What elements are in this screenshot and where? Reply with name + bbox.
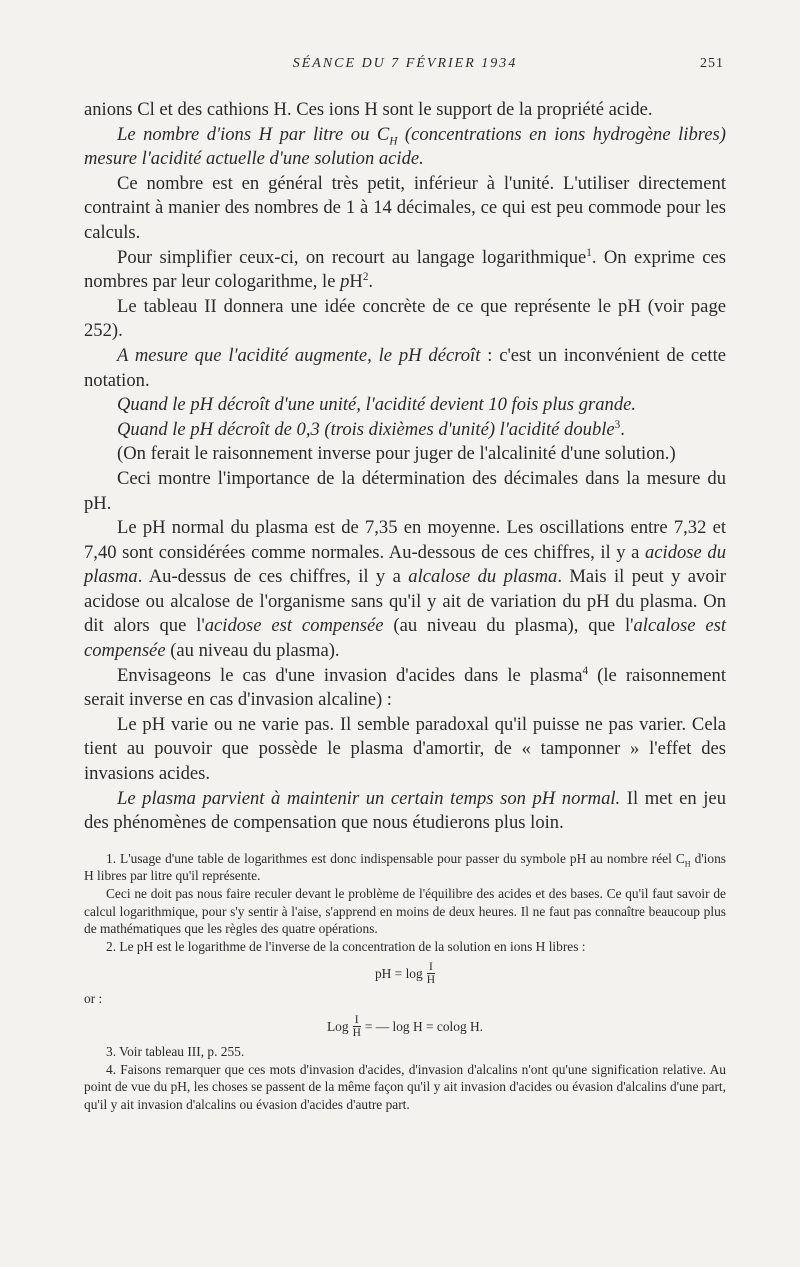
- formula-ph: [84, 961, 726, 986]
- text-span: .: [620, 418, 625, 440]
- footnote-ref: 2: [362, 270, 369, 283]
- denominator: H: [426, 974, 436, 987]
- footnote: 2. Le pH est le logarithme de l'inverse de la concentration de la solution en ions H libres :: [106, 938, 586, 954]
- text-span: . On exprime ces nombres par leur cologarithme, le: [84, 246, 726, 293]
- text-span: alcalose du plasma: [408, 566, 558, 588]
- page: [84, 56, 726, 1113]
- paragraph: [84, 246, 726, 295]
- text-span: acidose est compensée: [204, 615, 384, 637]
- text-span: Le plasma parvient à maintenir un certain temps son pH normal.: [117, 787, 621, 809]
- running-title: SÉANCE DU 7 FÉVRIER 1934: [292, 56, 518, 71]
- denominator: H: [352, 1026, 361, 1039]
- text-span: p: [340, 271, 350, 293]
- paragraph: [84, 123, 726, 172]
- text-span: acidose du plasma: [84, 541, 726, 588]
- body-text: [84, 98, 726, 836]
- paragraph: [84, 418, 726, 443]
- text-span: . Au-dessus de ces chiffres, il y a: [137, 566, 409, 588]
- numerator: I: [354, 1013, 359, 1026]
- fraction: [427, 961, 435, 986]
- footnote: [84, 850, 726, 885]
- paragraph: Quand le pH décroît d'une unité, l'acidité devient 10 fois plus grande.: [117, 394, 637, 416]
- paragraph: [84, 516, 726, 664]
- paragraph: Ce nombre est en général très petit, inférieur à l'unité. L'utiliser directement contraint à manier des nombres de 1 à 14 décimales, ce qui est peu commode pour les calculs.: [84, 172, 726, 243]
- footnotes: [84, 850, 726, 1114]
- numerator: I: [428, 961, 433, 974]
- page-number: 251: [700, 56, 724, 71]
- text-span: Quand le pH décroît de 0,3 (trois dixièmes d'unité) l'acidité double: [117, 418, 615, 440]
- text-span: Envisageons le cas d'une invasion d'acides dans le plasma: [117, 664, 583, 686]
- footnote-line: or :: [84, 991, 103, 1007]
- text-span: H: [349, 271, 363, 293]
- fraction: [353, 1014, 361, 1039]
- footnote: 4. Faisons remarquer que ces mots d'invasion d'acides, d'invasion d'alcalins n'ont qu'une signification relative. Au point de vue du pH, les choses se passent de la même façon qu'il y ait invasion d'acides ou évasion d'alcalins d'une part, qu'il y ait invasion d'alcalins ou évasion d'acides d'autre part.: [84, 1061, 726, 1112]
- text-span: alcalose est compensée: [84, 615, 726, 662]
- text-span: d'ions H libres par litre qu'il représente.: [84, 850, 726, 884]
- subscript: H: [389, 135, 398, 148]
- paragraph: (On ferait le raisonnement inverse pour juger de l'alcalinité d'une solution.): [117, 443, 676, 465]
- text-span: : c'est un inconvénient de cette notation.: [84, 344, 727, 391]
- paragraph: [84, 344, 726, 393]
- text-span: .: [368, 271, 374, 293]
- subscript: H: [684, 859, 691, 869]
- text-span: Pour simplifier ceux-ci, on recourt au langage logarithmique: [117, 246, 587, 268]
- footnote-ref: 1: [586, 246, 592, 259]
- formula-text: = — log H = colog H.: [364, 1018, 484, 1034]
- text-span: (au niveau du plasma), que l': [383, 615, 634, 637]
- text-span: A mesure que l'acidité augmente, le pH décroît: [117, 344, 481, 366]
- formula-text: Log: [326, 1018, 349, 1034]
- paragraph: Le pH varie ou ne varie pas. Il semble paradoxal qu'il puisse ne pas varier. Cela tient au pouvoir que possède le plasma d'amortir, de « tamponner » l'effet des invasions acides.: [84, 713, 726, 785]
- text-span: (au niveau du plasma).: [165, 640, 340, 662]
- text-span: Le nombre d'ions H par litre ou C: [117, 123, 390, 145]
- formula-text: pH = log: [374, 966, 423, 982]
- footnote: Ceci ne doit pas nous faire reculer devant le problème de l'équilibre des acides et des bases. Ce qu'il faut savoir de calcul logarithmique, pour s'y sentir à l'aise, s'apprend en moins de deux heures. Il ne faut pas connaître beaucoup plus de mathématiques que les règles des quatre opérations.: [84, 886, 726, 937]
- text-span: (le raisonnement serait inverse en cas d'invasion alcaline) :: [84, 664, 727, 711]
- footnote-ref: 4: [582, 664, 589, 677]
- text-span: Le pH normal du plasma est de 7,35 en moyenne. Les oscillations entre 7,32 et 7,40 sont considérées comme normales. Au-dessous de ces chiffres, il y a: [84, 517, 726, 563]
- paragraph: Ceci montre l'importance de la détermination des décimales dans la mesure du pH.: [84, 467, 726, 514]
- text-span: 1. L'usage d'une table de logarithmes est donc indispensable pour passer du symbole pH au nombre réel C: [106, 850, 685, 866]
- text-span: . Mais il peut y avoir acidose ou alcalose de l'organisme sans qu'il y ait de variation du pH du plasma. On dit alors que l': [84, 566, 727, 637]
- text-span: Il met en jeu des phénomènes de compensation que nous étudierons plus loin.: [84, 787, 726, 834]
- footnote-ref: 3: [614, 418, 621, 431]
- text-span: (concentrations en ions hydrogène libres) mesure l'acidité actuelle d'une solution acide.: [84, 123, 726, 170]
- paragraph: [84, 787, 726, 836]
- page-header: [84, 56, 726, 84]
- footnote: 3. Voir tableau III, p. 255.: [106, 1043, 245, 1059]
- paragraph: Le tableau II donnera une idée concrète de ce que représente le pH (voir page 252).: [84, 295, 726, 342]
- paragraph: anions Cl et des cathions H. Ces ions H sont le support de la propriété acide.: [84, 99, 653, 120]
- formula-log: [84, 1014, 726, 1039]
- paragraph: [84, 664, 726, 713]
